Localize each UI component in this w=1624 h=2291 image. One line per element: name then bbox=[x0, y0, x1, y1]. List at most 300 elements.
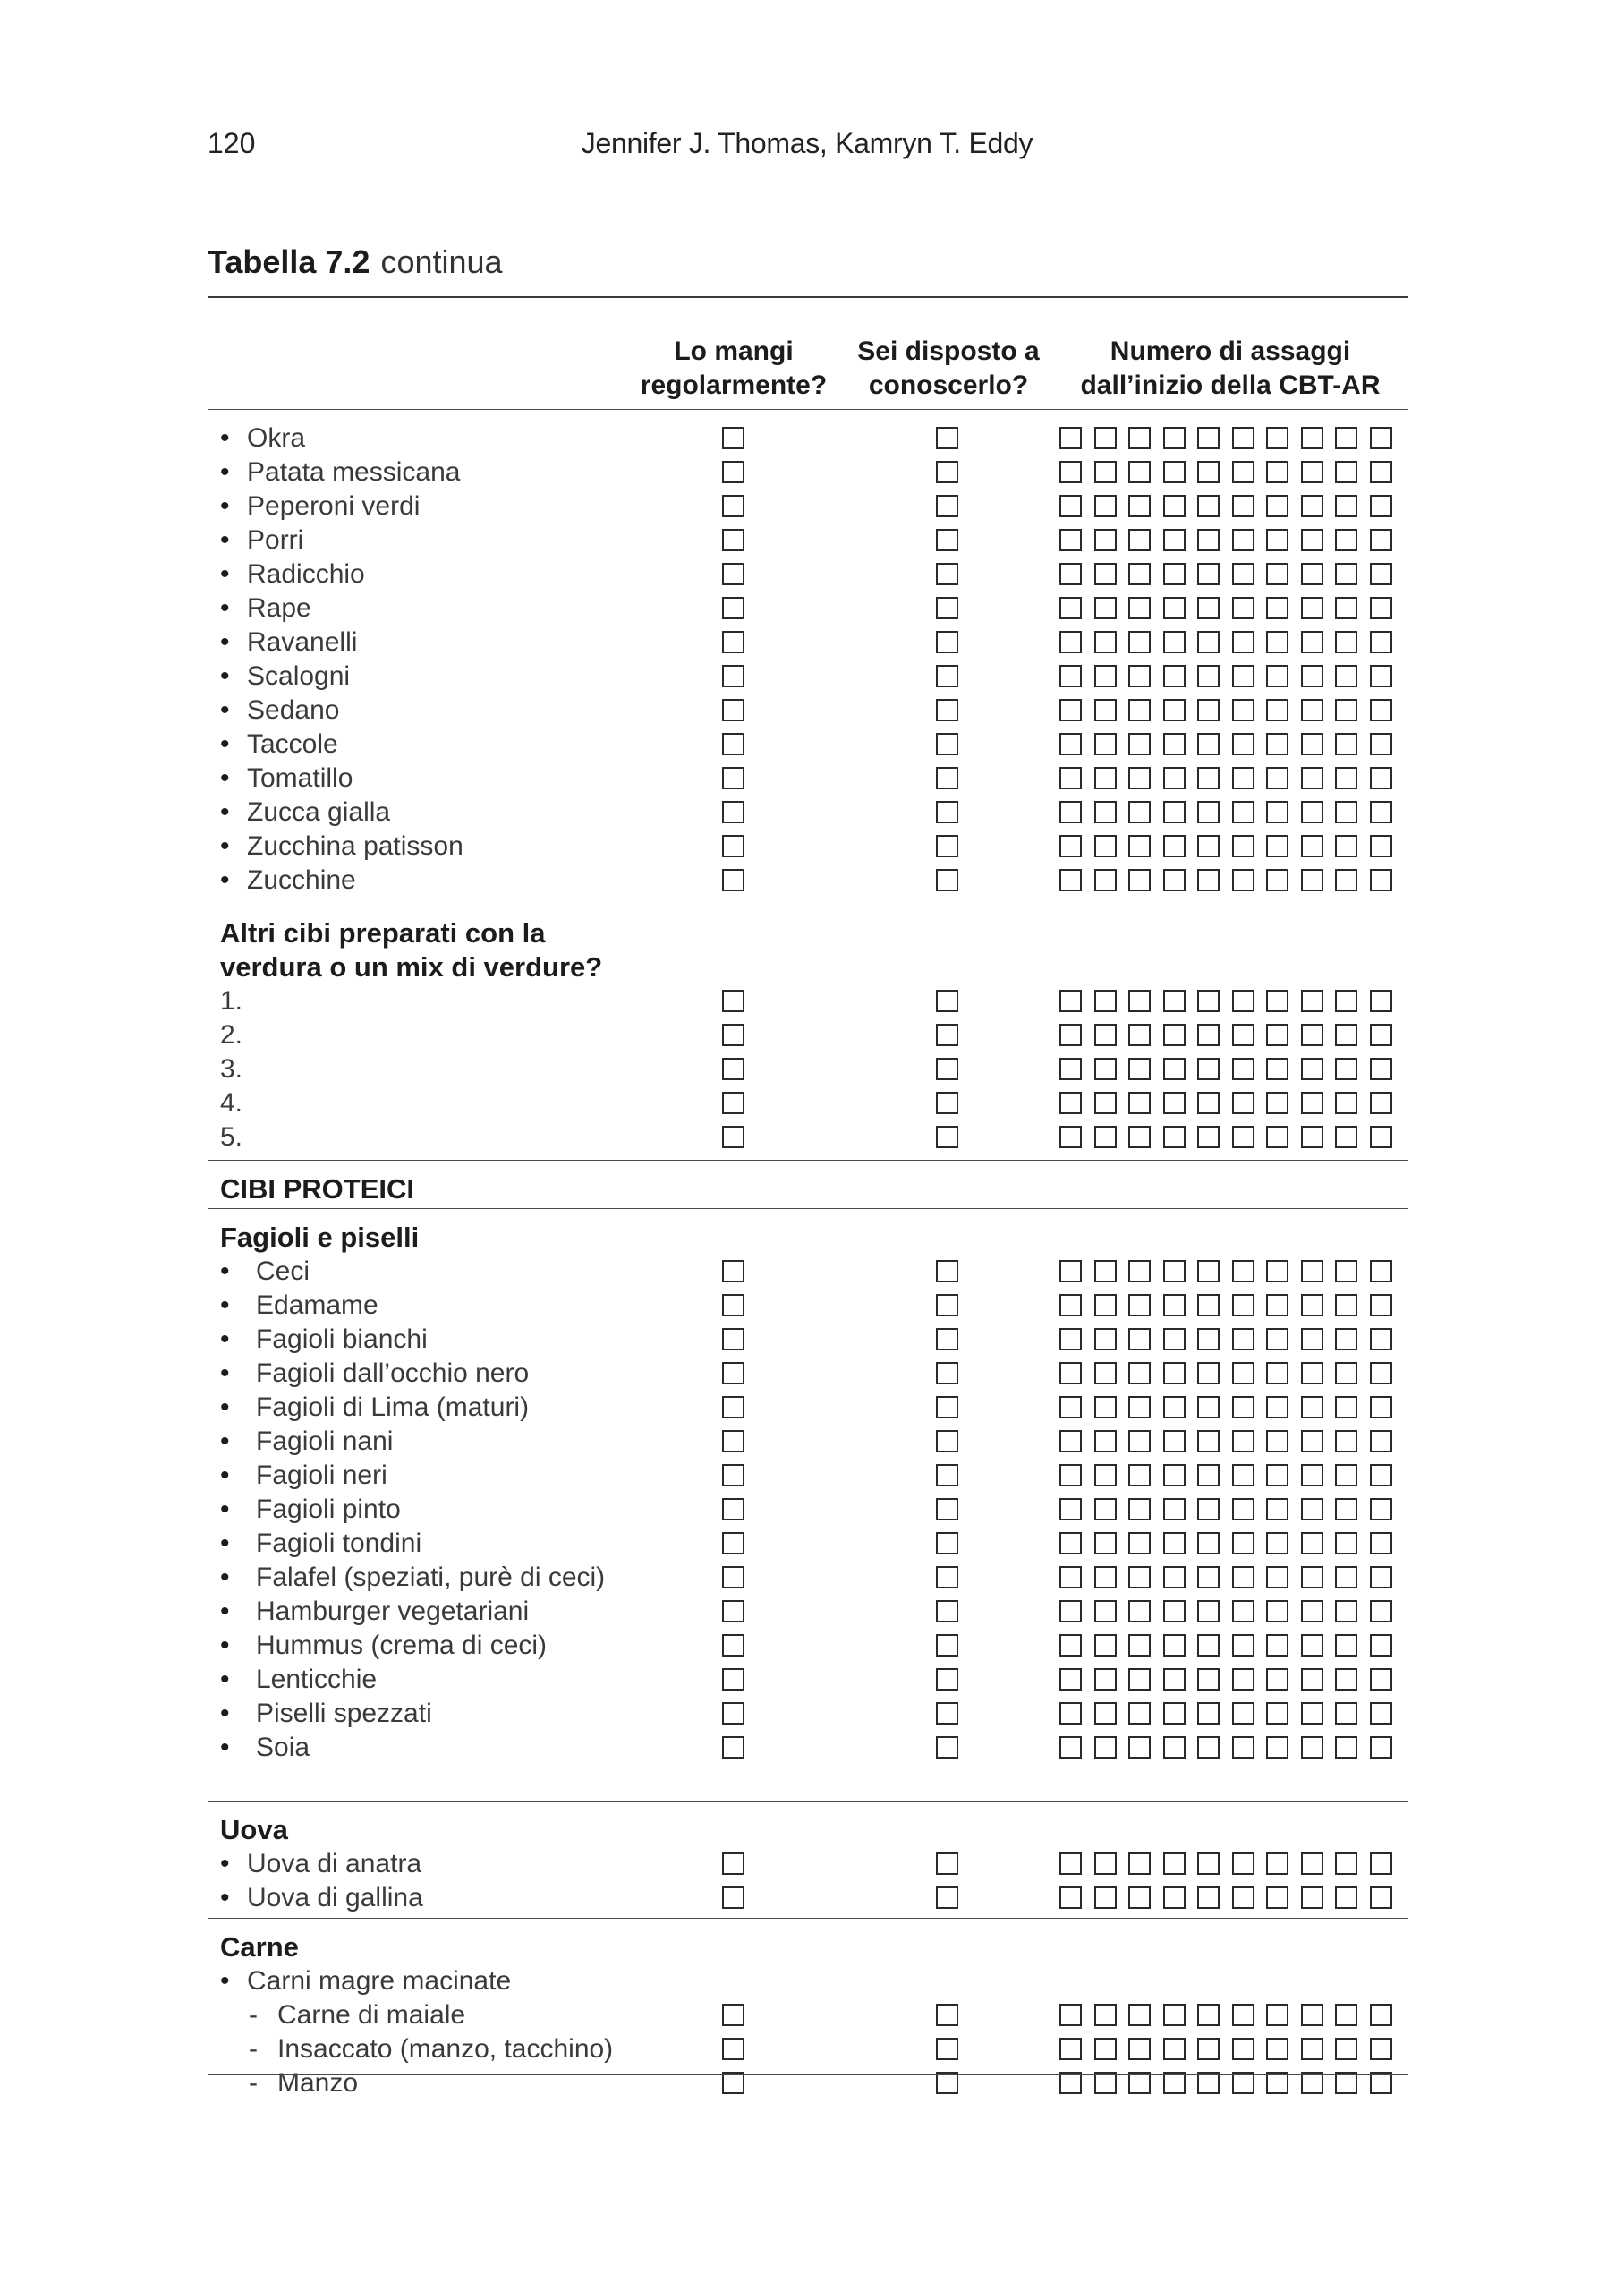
tasting-checkbox[interactable] bbox=[1094, 529, 1117, 551]
tasting-checkbox[interactable] bbox=[1094, 1328, 1117, 1350]
eat-regularly-checkbox[interactable] bbox=[722, 1328, 744, 1350]
tasting-checkbox[interactable] bbox=[1266, 1464, 1288, 1486]
tasting-checkbox[interactable] bbox=[1335, 563, 1357, 585]
tasting-checkbox[interactable] bbox=[1059, 665, 1082, 687]
tasting-checkbox[interactable] bbox=[1335, 1260, 1357, 1282]
tasting-checkbox[interactable] bbox=[1370, 1058, 1392, 1080]
tasting-checkbox[interactable] bbox=[1301, 2038, 1323, 2060]
tasting-checkbox[interactable] bbox=[1163, 1702, 1186, 1725]
tasting-checkbox[interactable] bbox=[1335, 1294, 1357, 1316]
tasting-checkbox[interactable] bbox=[1059, 2004, 1082, 2026]
tasting-checkbox[interactable] bbox=[1301, 801, 1323, 823]
tasting-checkbox[interactable] bbox=[1232, 1260, 1254, 1282]
tasting-checkbox[interactable] bbox=[1059, 1024, 1082, 1046]
tasting-checkbox[interactable] bbox=[1266, 1634, 1288, 1657]
tasting-checkbox[interactable] bbox=[1335, 1886, 1357, 1909]
tasting-checkbox[interactable] bbox=[1197, 699, 1220, 721]
tasting-checkbox[interactable] bbox=[1370, 1634, 1392, 1657]
tasting-checkbox[interactable] bbox=[1370, 1362, 1392, 1384]
tasting-checkbox[interactable] bbox=[1128, 1634, 1151, 1657]
tasting-checkbox[interactable] bbox=[1301, 1464, 1323, 1486]
tasting-checkbox[interactable] bbox=[1163, 869, 1186, 891]
eat-regularly-checkbox[interactable] bbox=[722, 699, 744, 721]
tasting-checkbox[interactable] bbox=[1163, 1058, 1186, 1080]
tasting-checkbox[interactable] bbox=[1163, 1126, 1186, 1148]
tasting-checkbox[interactable] bbox=[1163, 461, 1186, 483]
tasting-checkbox[interactable] bbox=[1232, 529, 1254, 551]
tasting-checkbox[interactable] bbox=[1370, 1668, 1392, 1691]
tasting-checkbox[interactable] bbox=[1163, 733, 1186, 755]
tasting-checkbox[interactable] bbox=[1370, 1126, 1392, 1148]
tasting-checkbox[interactable] bbox=[1128, 1852, 1151, 1875]
tasting-checkbox[interactable] bbox=[1163, 1430, 1186, 1452]
tasting-checkbox[interactable] bbox=[1232, 869, 1254, 891]
tasting-checkbox[interactable] bbox=[1266, 1260, 1288, 1282]
willing-to-try-checkbox[interactable] bbox=[936, 1058, 958, 1080]
tasting-checkbox[interactable] bbox=[1059, 1600, 1082, 1622]
tasting-checkbox[interactable] bbox=[1059, 1328, 1082, 1350]
tasting-checkbox[interactable] bbox=[1128, 563, 1151, 585]
eat-regularly-checkbox[interactable] bbox=[722, 665, 744, 687]
tasting-checkbox[interactable] bbox=[1059, 990, 1082, 1012]
tasting-checkbox[interactable] bbox=[1163, 801, 1186, 823]
tasting-checkbox[interactable] bbox=[1335, 1852, 1357, 1875]
tasting-checkbox[interactable] bbox=[1301, 1294, 1323, 1316]
willing-to-try-checkbox[interactable] bbox=[936, 1294, 958, 1316]
willing-to-try-checkbox[interactable] bbox=[936, 1532, 958, 1554]
tasting-checkbox[interactable] bbox=[1094, 1024, 1117, 1046]
tasting-checkbox[interactable] bbox=[1232, 1362, 1254, 1384]
tasting-checkbox[interactable] bbox=[1370, 495, 1392, 517]
tasting-checkbox[interactable] bbox=[1163, 1328, 1186, 1350]
willing-to-try-checkbox[interactable] bbox=[936, 2004, 958, 2026]
tasting-checkbox[interactable] bbox=[1163, 1600, 1186, 1622]
tasting-checkbox[interactable] bbox=[1232, 990, 1254, 1012]
eat-regularly-checkbox[interactable] bbox=[722, 1566, 744, 1588]
tasting-checkbox[interactable] bbox=[1094, 990, 1117, 1012]
tasting-checkbox[interactable] bbox=[1197, 1126, 1220, 1148]
tasting-checkbox[interactable] bbox=[1232, 1702, 1254, 1725]
willing-to-try-checkbox[interactable] bbox=[936, 1260, 958, 1282]
tasting-checkbox[interactable] bbox=[1197, 2038, 1220, 2060]
tasting-checkbox[interactable] bbox=[1163, 631, 1186, 653]
willing-to-try-checkbox[interactable] bbox=[936, 733, 958, 755]
tasting-checkbox[interactable] bbox=[1370, 631, 1392, 653]
tasting-checkbox[interactable] bbox=[1163, 665, 1186, 687]
tasting-checkbox[interactable] bbox=[1335, 801, 1357, 823]
eat-regularly-checkbox[interactable] bbox=[722, 835, 744, 857]
tasting-checkbox[interactable] bbox=[1301, 1260, 1323, 1282]
tasting-checkbox[interactable] bbox=[1197, 801, 1220, 823]
tasting-checkbox[interactable] bbox=[1163, 699, 1186, 721]
tasting-checkbox[interactable] bbox=[1335, 461, 1357, 483]
tasting-checkbox[interactable] bbox=[1370, 461, 1392, 483]
tasting-checkbox[interactable] bbox=[1335, 1600, 1357, 1622]
tasting-checkbox[interactable] bbox=[1301, 1126, 1323, 1148]
tasting-checkbox[interactable] bbox=[1301, 1702, 1323, 1725]
tasting-checkbox[interactable] bbox=[1266, 1668, 1288, 1691]
tasting-checkbox[interactable] bbox=[1335, 835, 1357, 857]
tasting-checkbox[interactable] bbox=[1232, 427, 1254, 449]
tasting-checkbox[interactable] bbox=[1163, 495, 1186, 517]
tasting-checkbox[interactable] bbox=[1197, 1736, 1220, 1759]
tasting-checkbox[interactable] bbox=[1232, 699, 1254, 721]
tasting-checkbox[interactable] bbox=[1128, 529, 1151, 551]
tasting-checkbox[interactable] bbox=[1370, 835, 1392, 857]
tasting-checkbox[interactable] bbox=[1094, 801, 1117, 823]
tasting-checkbox[interactable] bbox=[1335, 699, 1357, 721]
tasting-checkbox[interactable] bbox=[1266, 631, 1288, 653]
willing-to-try-checkbox[interactable] bbox=[936, 1024, 958, 1046]
tasting-checkbox[interactable] bbox=[1094, 427, 1117, 449]
willing-to-try-checkbox[interactable] bbox=[936, 1464, 958, 1486]
eat-regularly-checkbox[interactable] bbox=[722, 1600, 744, 1622]
tasting-checkbox[interactable] bbox=[1335, 767, 1357, 789]
tasting-checkbox[interactable] bbox=[1128, 461, 1151, 483]
eat-regularly-checkbox[interactable] bbox=[722, 1126, 744, 1148]
tasting-checkbox[interactable] bbox=[1094, 1532, 1117, 1554]
eat-regularly-checkbox[interactable] bbox=[722, 1430, 744, 1452]
eat-regularly-checkbox[interactable] bbox=[722, 631, 744, 653]
tasting-checkbox[interactable] bbox=[1370, 1886, 1392, 1909]
tasting-checkbox[interactable] bbox=[1335, 597, 1357, 619]
tasting-checkbox[interactable] bbox=[1266, 1362, 1288, 1384]
tasting-checkbox[interactable] bbox=[1128, 1498, 1151, 1520]
tasting-checkbox[interactable] bbox=[1128, 1600, 1151, 1622]
tasting-checkbox[interactable] bbox=[1059, 1702, 1082, 1725]
tasting-checkbox[interactable] bbox=[1335, 1126, 1357, 1148]
tasting-checkbox[interactable] bbox=[1335, 1464, 1357, 1486]
tasting-checkbox[interactable] bbox=[1266, 1024, 1288, 1046]
tasting-checkbox[interactable] bbox=[1059, 1362, 1082, 1384]
tasting-checkbox[interactable] bbox=[1232, 1886, 1254, 1909]
tasting-checkbox[interactable] bbox=[1301, 1328, 1323, 1350]
tasting-checkbox[interactable] bbox=[1163, 1396, 1186, 1418]
willing-to-try-checkbox[interactable] bbox=[936, 563, 958, 585]
tasting-checkbox[interactable] bbox=[1266, 869, 1288, 891]
tasting-checkbox[interactable] bbox=[1266, 2004, 1288, 2026]
tasting-checkbox[interactable] bbox=[1128, 1260, 1151, 1282]
tasting-checkbox[interactable] bbox=[1335, 1328, 1357, 1350]
tasting-checkbox[interactable] bbox=[1370, 1566, 1392, 1588]
tasting-checkbox[interactable] bbox=[1197, 1886, 1220, 1909]
tasting-checkbox[interactable] bbox=[1301, 767, 1323, 789]
tasting-checkbox[interactable] bbox=[1197, 461, 1220, 483]
tasting-checkbox[interactable] bbox=[1370, 1260, 1392, 1282]
tasting-checkbox[interactable] bbox=[1266, 461, 1288, 483]
tasting-checkbox[interactable] bbox=[1335, 665, 1357, 687]
tasting-checkbox[interactable] bbox=[1266, 1092, 1288, 1114]
tasting-checkbox[interactable] bbox=[1232, 1058, 1254, 1080]
tasting-checkbox[interactable] bbox=[1335, 2004, 1357, 2026]
tasting-checkbox[interactable] bbox=[1197, 1498, 1220, 1520]
tasting-checkbox[interactable] bbox=[1094, 1058, 1117, 1080]
willing-to-try-checkbox[interactable] bbox=[936, 461, 958, 483]
tasting-checkbox[interactable] bbox=[1335, 1736, 1357, 1759]
tasting-checkbox[interactable] bbox=[1301, 563, 1323, 585]
eat-regularly-checkbox[interactable] bbox=[722, 1634, 744, 1657]
tasting-checkbox[interactable] bbox=[1128, 1430, 1151, 1452]
eat-regularly-checkbox[interactable] bbox=[722, 461, 744, 483]
eat-regularly-checkbox[interactable] bbox=[722, 733, 744, 755]
tasting-checkbox[interactable] bbox=[1163, 1736, 1186, 1759]
tasting-checkbox[interactable] bbox=[1163, 1464, 1186, 1486]
tasting-checkbox[interactable] bbox=[1163, 1566, 1186, 1588]
tasting-checkbox[interactable] bbox=[1197, 767, 1220, 789]
tasting-checkbox[interactable] bbox=[1128, 1702, 1151, 1725]
tasting-checkbox[interactable] bbox=[1335, 2038, 1357, 2060]
tasting-checkbox[interactable] bbox=[1197, 1092, 1220, 1114]
tasting-checkbox[interactable] bbox=[1335, 1668, 1357, 1691]
tasting-checkbox[interactable] bbox=[1232, 1634, 1254, 1657]
tasting-checkbox[interactable] bbox=[1370, 1736, 1392, 1759]
tasting-checkbox[interactable] bbox=[1163, 1532, 1186, 1554]
tasting-checkbox[interactable] bbox=[1197, 529, 1220, 551]
tasting-checkbox[interactable] bbox=[1094, 563, 1117, 585]
tasting-checkbox[interactable] bbox=[1370, 699, 1392, 721]
tasting-checkbox[interactable] bbox=[1232, 1566, 1254, 1588]
tasting-checkbox[interactable] bbox=[1370, 990, 1392, 1012]
tasting-checkbox[interactable] bbox=[1197, 495, 1220, 517]
eat-regularly-checkbox[interactable] bbox=[722, 2038, 744, 2060]
eat-regularly-checkbox[interactable] bbox=[722, 1058, 744, 1080]
tasting-checkbox[interactable] bbox=[1370, 1702, 1392, 1725]
tasting-checkbox[interactable] bbox=[1301, 990, 1323, 1012]
willing-to-try-checkbox[interactable] bbox=[936, 869, 958, 891]
tasting-checkbox[interactable] bbox=[1370, 1464, 1392, 1486]
tasting-checkbox[interactable] bbox=[1197, 1532, 1220, 1554]
willing-to-try-checkbox[interactable] bbox=[936, 990, 958, 1012]
tasting-checkbox[interactable] bbox=[1266, 1532, 1288, 1554]
tasting-checkbox[interactable] bbox=[1128, 699, 1151, 721]
tasting-checkbox[interactable] bbox=[1094, 1668, 1117, 1691]
tasting-checkbox[interactable] bbox=[1128, 1126, 1151, 1148]
tasting-checkbox[interactable] bbox=[1094, 1260, 1117, 1282]
tasting-checkbox[interactable] bbox=[1266, 1852, 1288, 1875]
tasting-checkbox[interactable] bbox=[1163, 835, 1186, 857]
tasting-checkbox[interactable] bbox=[1197, 427, 1220, 449]
tasting-checkbox[interactable] bbox=[1370, 529, 1392, 551]
tasting-checkbox[interactable] bbox=[1301, 869, 1323, 891]
tasting-checkbox[interactable] bbox=[1232, 495, 1254, 517]
tasting-checkbox[interactable] bbox=[1059, 869, 1082, 891]
willing-to-try-checkbox[interactable] bbox=[936, 529, 958, 551]
tasting-checkbox[interactable] bbox=[1301, 529, 1323, 551]
tasting-checkbox[interactable] bbox=[1232, 733, 1254, 755]
tasting-checkbox[interactable] bbox=[1301, 2004, 1323, 2026]
tasting-checkbox[interactable] bbox=[1128, 427, 1151, 449]
tasting-checkbox[interactable] bbox=[1370, 665, 1392, 687]
tasting-checkbox[interactable] bbox=[1370, 1328, 1392, 1350]
tasting-checkbox[interactable] bbox=[1335, 990, 1357, 1012]
tasting-checkbox[interactable] bbox=[1128, 665, 1151, 687]
eat-regularly-checkbox[interactable] bbox=[722, 1886, 744, 1909]
tasting-checkbox[interactable] bbox=[1197, 1852, 1220, 1875]
tasting-checkbox[interactable] bbox=[1335, 529, 1357, 551]
eat-regularly-checkbox[interactable] bbox=[722, 1260, 744, 1282]
tasting-checkbox[interactable] bbox=[1197, 597, 1220, 619]
tasting-checkbox[interactable] bbox=[1335, 1024, 1357, 1046]
willing-to-try-checkbox[interactable] bbox=[936, 801, 958, 823]
tasting-checkbox[interactable] bbox=[1163, 1668, 1186, 1691]
tasting-checkbox[interactable] bbox=[1232, 1092, 1254, 1114]
tasting-checkbox[interactable] bbox=[1059, 699, 1082, 721]
tasting-checkbox[interactable] bbox=[1232, 1024, 1254, 1046]
tasting-checkbox[interactable] bbox=[1197, 990, 1220, 1012]
tasting-checkbox[interactable] bbox=[1059, 597, 1082, 619]
tasting-checkbox[interactable] bbox=[1232, 1532, 1254, 1554]
eat-regularly-checkbox[interactable] bbox=[722, 563, 744, 585]
tasting-checkbox[interactable] bbox=[1232, 1600, 1254, 1622]
tasting-checkbox[interactable] bbox=[1059, 1126, 1082, 1148]
eat-regularly-checkbox[interactable] bbox=[722, 1362, 744, 1384]
tasting-checkbox[interactable] bbox=[1266, 665, 1288, 687]
tasting-checkbox[interactable] bbox=[1232, 1396, 1254, 1418]
tasting-checkbox[interactable] bbox=[1094, 2038, 1117, 2060]
tasting-checkbox[interactable] bbox=[1197, 1024, 1220, 1046]
eat-regularly-checkbox[interactable] bbox=[722, 427, 744, 449]
tasting-checkbox[interactable] bbox=[1197, 1566, 1220, 1588]
eat-regularly-checkbox[interactable] bbox=[722, 495, 744, 517]
tasting-checkbox[interactable] bbox=[1266, 1328, 1288, 1350]
tasting-checkbox[interactable] bbox=[1266, 597, 1288, 619]
tasting-checkbox[interactable] bbox=[1197, 631, 1220, 653]
tasting-checkbox[interactable] bbox=[1094, 869, 1117, 891]
willing-to-try-checkbox[interactable] bbox=[936, 1634, 958, 1657]
eat-regularly-checkbox[interactable] bbox=[722, 767, 744, 789]
eat-regularly-checkbox[interactable] bbox=[722, 1736, 744, 1759]
tasting-checkbox[interactable] bbox=[1266, 801, 1288, 823]
tasting-checkbox[interactable] bbox=[1059, 529, 1082, 551]
tasting-checkbox[interactable] bbox=[1232, 563, 1254, 585]
tasting-checkbox[interactable] bbox=[1197, 1260, 1220, 1282]
tasting-checkbox[interactable] bbox=[1232, 801, 1254, 823]
tasting-checkbox[interactable] bbox=[1197, 1328, 1220, 1350]
tasting-checkbox[interactable] bbox=[1163, 529, 1186, 551]
eat-regularly-checkbox[interactable] bbox=[722, 1852, 744, 1875]
tasting-checkbox[interactable] bbox=[1128, 1362, 1151, 1384]
tasting-checkbox[interactable] bbox=[1128, 1464, 1151, 1486]
tasting-checkbox[interactable] bbox=[1301, 1668, 1323, 1691]
tasting-checkbox[interactable] bbox=[1094, 1362, 1117, 1384]
tasting-checkbox[interactable] bbox=[1163, 1852, 1186, 1875]
tasting-checkbox[interactable] bbox=[1128, 1294, 1151, 1316]
tasting-checkbox[interactable] bbox=[1370, 427, 1392, 449]
eat-regularly-checkbox[interactable] bbox=[722, 990, 744, 1012]
willing-to-try-checkbox[interactable] bbox=[936, 1736, 958, 1759]
tasting-checkbox[interactable] bbox=[1232, 665, 1254, 687]
tasting-checkbox[interactable] bbox=[1301, 1532, 1323, 1554]
tasting-checkbox[interactable] bbox=[1266, 1736, 1288, 1759]
tasting-checkbox[interactable] bbox=[1128, 1092, 1151, 1114]
tasting-checkbox[interactable] bbox=[1197, 869, 1220, 891]
tasting-checkbox[interactable] bbox=[1301, 1566, 1323, 1588]
tasting-checkbox[interactable] bbox=[1128, 869, 1151, 891]
eat-regularly-checkbox[interactable] bbox=[722, 529, 744, 551]
tasting-checkbox[interactable] bbox=[1335, 1362, 1357, 1384]
tasting-checkbox[interactable] bbox=[1128, 767, 1151, 789]
tasting-checkbox[interactable] bbox=[1163, 597, 1186, 619]
tasting-checkbox[interactable] bbox=[1094, 1736, 1117, 1759]
tasting-checkbox[interactable] bbox=[1266, 1566, 1288, 1588]
tasting-checkbox[interactable] bbox=[1163, 1260, 1186, 1282]
tasting-checkbox[interactable] bbox=[1128, 495, 1151, 517]
willing-to-try-checkbox[interactable] bbox=[936, 835, 958, 857]
willing-to-try-checkbox[interactable] bbox=[936, 699, 958, 721]
willing-to-try-checkbox[interactable] bbox=[936, 1126, 958, 1148]
tasting-checkbox[interactable] bbox=[1128, 835, 1151, 857]
tasting-checkbox[interactable] bbox=[1163, 563, 1186, 585]
tasting-checkbox[interactable] bbox=[1301, 461, 1323, 483]
eat-regularly-checkbox[interactable] bbox=[722, 801, 744, 823]
tasting-checkbox[interactable] bbox=[1301, 699, 1323, 721]
tasting-checkbox[interactable] bbox=[1232, 1430, 1254, 1452]
tasting-checkbox[interactable] bbox=[1059, 631, 1082, 653]
tasting-checkbox[interactable] bbox=[1128, 1328, 1151, 1350]
tasting-checkbox[interactable] bbox=[1059, 733, 1082, 755]
tasting-checkbox[interactable] bbox=[1059, 1464, 1082, 1486]
tasting-checkbox[interactable] bbox=[1059, 835, 1082, 857]
tasting-checkbox[interactable] bbox=[1197, 1668, 1220, 1691]
tasting-checkbox[interactable] bbox=[1335, 427, 1357, 449]
tasting-checkbox[interactable] bbox=[1163, 990, 1186, 1012]
tasting-checkbox[interactable] bbox=[1370, 597, 1392, 619]
tasting-checkbox[interactable] bbox=[1335, 1566, 1357, 1588]
tasting-checkbox[interactable] bbox=[1059, 1058, 1082, 1080]
eat-regularly-checkbox[interactable] bbox=[722, 1702, 744, 1725]
tasting-checkbox[interactable] bbox=[1266, 733, 1288, 755]
tasting-checkbox[interactable] bbox=[1301, 1498, 1323, 1520]
tasting-checkbox[interactable] bbox=[1163, 2038, 1186, 2060]
tasting-checkbox[interactable] bbox=[1266, 1126, 1288, 1148]
eat-regularly-checkbox[interactable] bbox=[722, 1396, 744, 1418]
tasting-checkbox[interactable] bbox=[1232, 1852, 1254, 1875]
tasting-checkbox[interactable] bbox=[1370, 1396, 1392, 1418]
willing-to-try-checkbox[interactable] bbox=[936, 427, 958, 449]
willing-to-try-checkbox[interactable] bbox=[936, 1600, 958, 1622]
tasting-checkbox[interactable] bbox=[1163, 1294, 1186, 1316]
tasting-checkbox[interactable] bbox=[1059, 1736, 1082, 1759]
tasting-checkbox[interactable] bbox=[1197, 1396, 1220, 1418]
tasting-checkbox[interactable] bbox=[1094, 1430, 1117, 1452]
willing-to-try-checkbox[interactable] bbox=[936, 495, 958, 517]
tasting-checkbox[interactable] bbox=[1094, 495, 1117, 517]
tasting-checkbox[interactable] bbox=[1232, 1668, 1254, 1691]
tasting-checkbox[interactable] bbox=[1128, 1886, 1151, 1909]
tasting-checkbox[interactable] bbox=[1370, 1532, 1392, 1554]
tasting-checkbox[interactable] bbox=[1301, 1024, 1323, 1046]
tasting-checkbox[interactable] bbox=[1370, 563, 1392, 585]
tasting-checkbox[interactable] bbox=[1059, 495, 1082, 517]
tasting-checkbox[interactable] bbox=[1266, 1058, 1288, 1080]
tasting-checkbox[interactable] bbox=[1059, 1092, 1082, 1114]
tasting-checkbox[interactable] bbox=[1197, 1362, 1220, 1384]
eat-regularly-checkbox[interactable] bbox=[722, 869, 744, 891]
tasting-checkbox[interactable] bbox=[1370, 1852, 1392, 1875]
tasting-checkbox[interactable] bbox=[1163, 427, 1186, 449]
tasting-checkbox[interactable] bbox=[1197, 1430, 1220, 1452]
tasting-checkbox[interactable] bbox=[1197, 1058, 1220, 1080]
tasting-checkbox[interactable] bbox=[1266, 767, 1288, 789]
tasting-checkbox[interactable] bbox=[1335, 1702, 1357, 1725]
tasting-checkbox[interactable] bbox=[1128, 1024, 1151, 1046]
tasting-checkbox[interactable] bbox=[1266, 1498, 1288, 1520]
tasting-checkbox[interactable] bbox=[1266, 699, 1288, 721]
tasting-checkbox[interactable] bbox=[1301, 1886, 1323, 1909]
willing-to-try-checkbox[interactable] bbox=[936, 1852, 958, 1875]
tasting-checkbox[interactable] bbox=[1059, 1430, 1082, 1452]
tasting-checkbox[interactable] bbox=[1128, 733, 1151, 755]
